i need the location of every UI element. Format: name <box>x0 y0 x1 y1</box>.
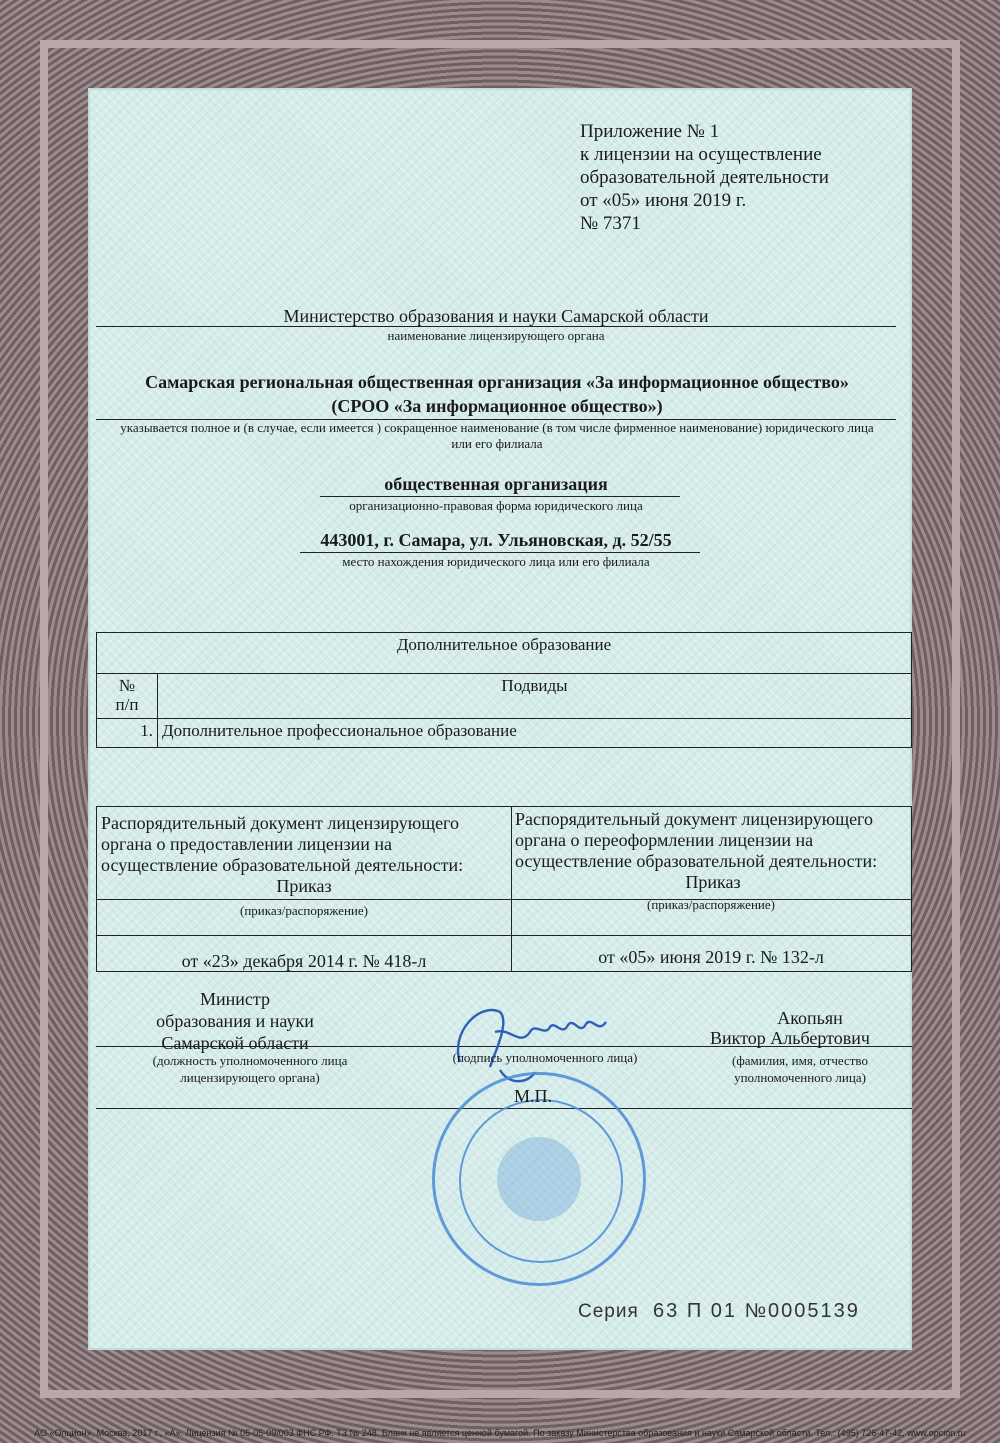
legal-form-caption: организационно-правовая форма юридического лица <box>349 498 643 513</box>
organization-caption-1: указывается полное и (в случае, если имеется ) сокращенное наименование (в том числе фирменное наименование) юридического лица <box>120 420 874 435</box>
right-document-type: Приказ <box>685 872 741 892</box>
signatory-surname: Акопьян <box>777 1008 843 1028</box>
table-row <box>97 719 912 748</box>
signatory-position-2: образования и науки <box>156 1011 314 1031</box>
signatory-given-names: Виктор Альбертович <box>710 1028 870 1048</box>
col-subtype-header: Подвиды <box>158 674 912 719</box>
series-number: 63 П 01 №0005139 <box>653 1300 860 1322</box>
row-num: 1. <box>97 719 158 748</box>
organization-caption-2: или его филиала <box>451 436 543 451</box>
documents-block <box>96 806 912 972</box>
organization-full-name: Самарская региональная общественная организация «За информационное общество» <box>145 372 849 392</box>
col-num-label: № <box>118 676 136 695</box>
signature-caption: (подпись уполномоченного лица) <box>452 1050 638 1065</box>
appendix-line1: Приложение № 1 <box>580 121 720 142</box>
position-caption <box>100 1052 400 1086</box>
seal-eagle-icon <box>497 1137 581 1221</box>
right-document-text-3: осуществление образовательной деятельности: <box>515 851 878 871</box>
education-table-title: Дополнительное образование <box>97 633 912 674</box>
authority-name: Министерство образования и науки Самарской области <box>283 306 709 326</box>
signatory-position-3: Самарской области <box>161 1033 309 1053</box>
address-underline <box>300 552 700 553</box>
left-document-date: от «23» декабря 2014 г. № 418-л <box>181 951 427 971</box>
signatory-position <box>100 988 370 1054</box>
right-document-date: от «05» июня 2019 г. № 132-л <box>598 947 824 967</box>
authority-caption: наименование лицензирующего органа <box>387 328 605 343</box>
address-caption: место нахождения юридического лица или его филиала <box>342 554 650 569</box>
right-document-text-1: Распорядительный документ лицензирующего <box>515 809 873 829</box>
row-name: Дополнительное профессиональное образование <box>158 719 912 748</box>
education-table <box>96 632 912 748</box>
left-document-text-2: органа о предоставлении лицензии на <box>101 834 393 854</box>
name-caption-2: уполномоченного лица) <box>734 1070 866 1085</box>
legal-form-underline <box>320 496 680 497</box>
appendix-line3: образовательной деятельности <box>580 167 829 188</box>
left-document-caption: (приказ/распоряжение) <box>240 903 368 918</box>
name-caption-1: (фамилия, имя, отчество <box>732 1053 868 1068</box>
appendix-line5: № 7371 <box>580 213 641 234</box>
left-document-text-1: Распорядительный документ лицензирующего <box>101 813 459 833</box>
organization-short-name: (СРОО «За информационное общество») <box>331 396 663 416</box>
appendix-header <box>580 120 880 235</box>
signatory-name <box>670 1008 910 1048</box>
position-caption-2: лицензирующего органа) <box>180 1070 320 1085</box>
authority-underline <box>96 326 896 327</box>
left-document-type: Приказ <box>276 876 332 896</box>
footer-imprint: АО «Опцион», Москва, 2017 г., «А». Лицензия № 05-05-09/003 ФНС РФ. ТЗ № 248. Бланк не является ценной бумагой. По заказу Министерства образования и науки Самарской области. Тел.: (495) 726-47-42, www.opcion.ru <box>34 1428 966 1438</box>
col-num-header <box>97 674 158 719</box>
col-num-label-2: п/п <box>115 695 139 714</box>
appendix-line2: к лицензии на осуществление <box>580 144 822 165</box>
name-caption <box>680 1052 920 1086</box>
position-caption-1: (должность уполномоченного лица <box>152 1053 348 1068</box>
appendix-line4: от «05» июня 2019 г. <box>580 190 747 211</box>
address: 443001, г. Самара, ул. Ульяновская, д. 52/55 <box>320 530 672 550</box>
legal-form: общественная организация <box>384 474 608 494</box>
form-series <box>578 1300 860 1323</box>
seal-label: М.П. <box>514 1086 553 1106</box>
signatory-position-1: Министр <box>200 989 270 1009</box>
left-document-text-3: осуществление образовательной деятельности: <box>101 855 464 875</box>
right-document-caption: (приказ/распоряжение) <box>647 897 775 912</box>
series-label: Серия <box>578 1301 639 1322</box>
right-document-text-2: органа о переоформлении лицензии на <box>515 830 814 850</box>
